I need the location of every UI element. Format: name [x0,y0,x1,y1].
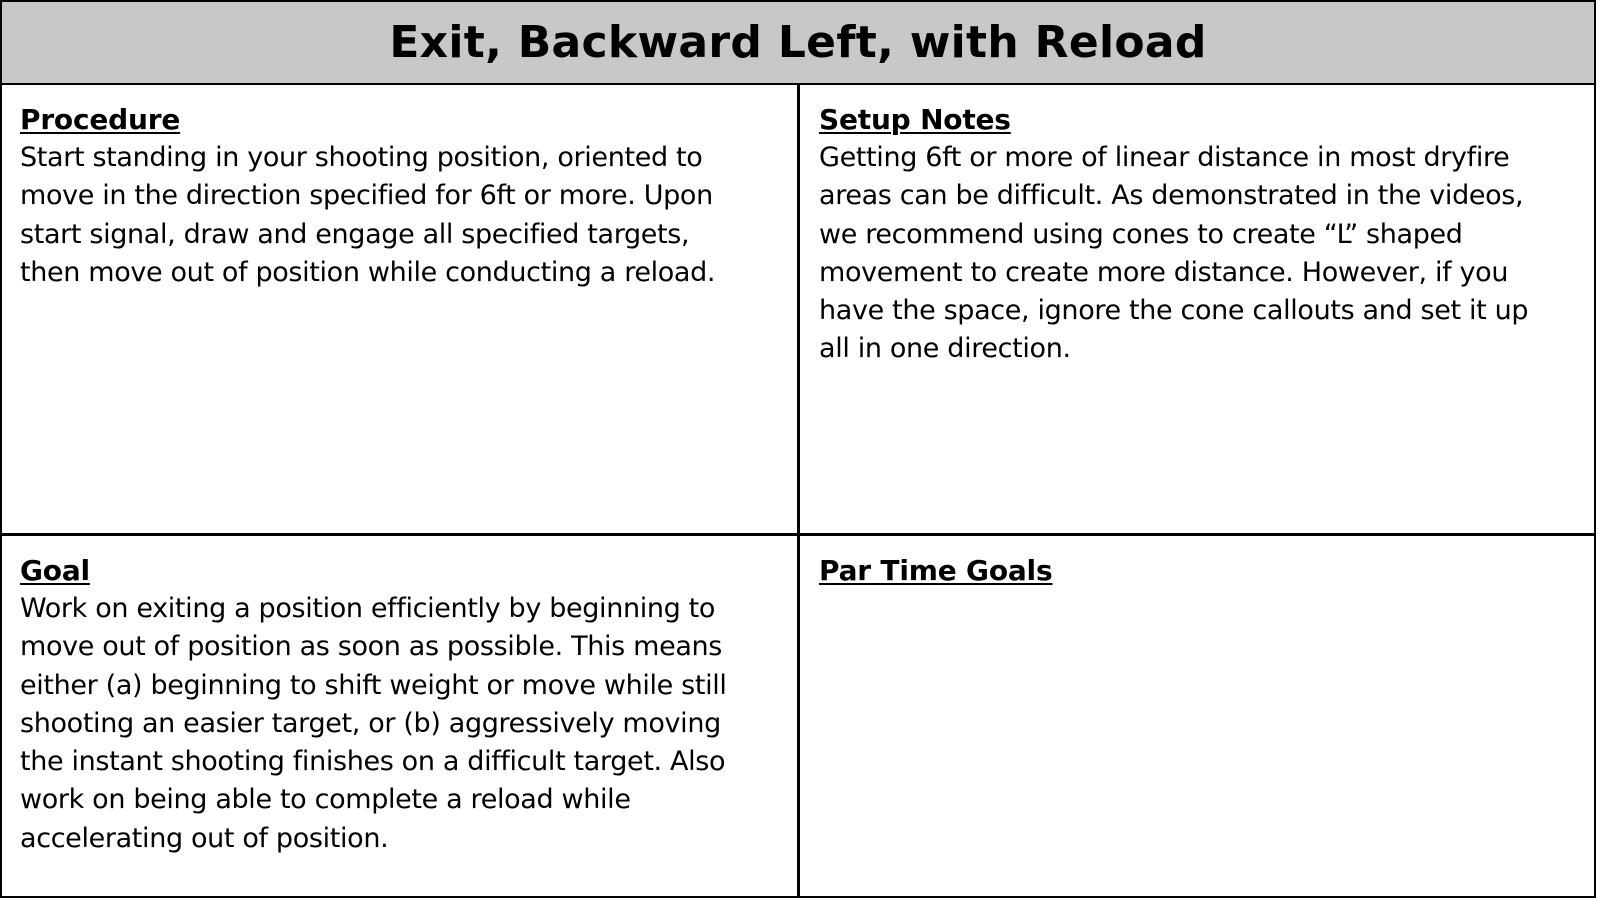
goal-text: Work on exiting a position efficiently by beginning to move out of position as soon as possible. This means either (a) beginning to shift weight or move while still shooting an easier target, or (b) aggressively moving the instant shooting finishes on a difficult target. Also work on being able to complete a reload while accelerating out of position. [20,593,727,854]
setup-notes-section [800,85,1594,536]
procedure-section [2,85,800,536]
drill-title: Exit, Backward Left, with Reload [389,17,1207,68]
setup-notes-text: Getting 6ft or more of linear distance in most dryfire areas can be difficult. As demonstrated in the videos, we recommend using cones to create “L” shaped movement to create more distance. However, if you have the space, ignore the cone callouts and set it up all in one direction. [819,142,1529,365]
procedure-heading: Procedure [20,103,181,136]
goal-section [2,536,800,898]
par-time-goals-heading: Par Time Goals [819,554,1053,587]
procedure-text: Start standing in your shooting position, oriented to move in the direction specified for 6ft or more. Upon start signal, draw and engage all specified targets, then move out of position while conducting a reload. [20,142,716,288]
goal-heading: Goal [20,554,90,587]
setup-notes-heading: Setup Notes [819,103,1011,136]
par-time-goals-section [800,536,1594,898]
title-bar [2,2,1594,85]
